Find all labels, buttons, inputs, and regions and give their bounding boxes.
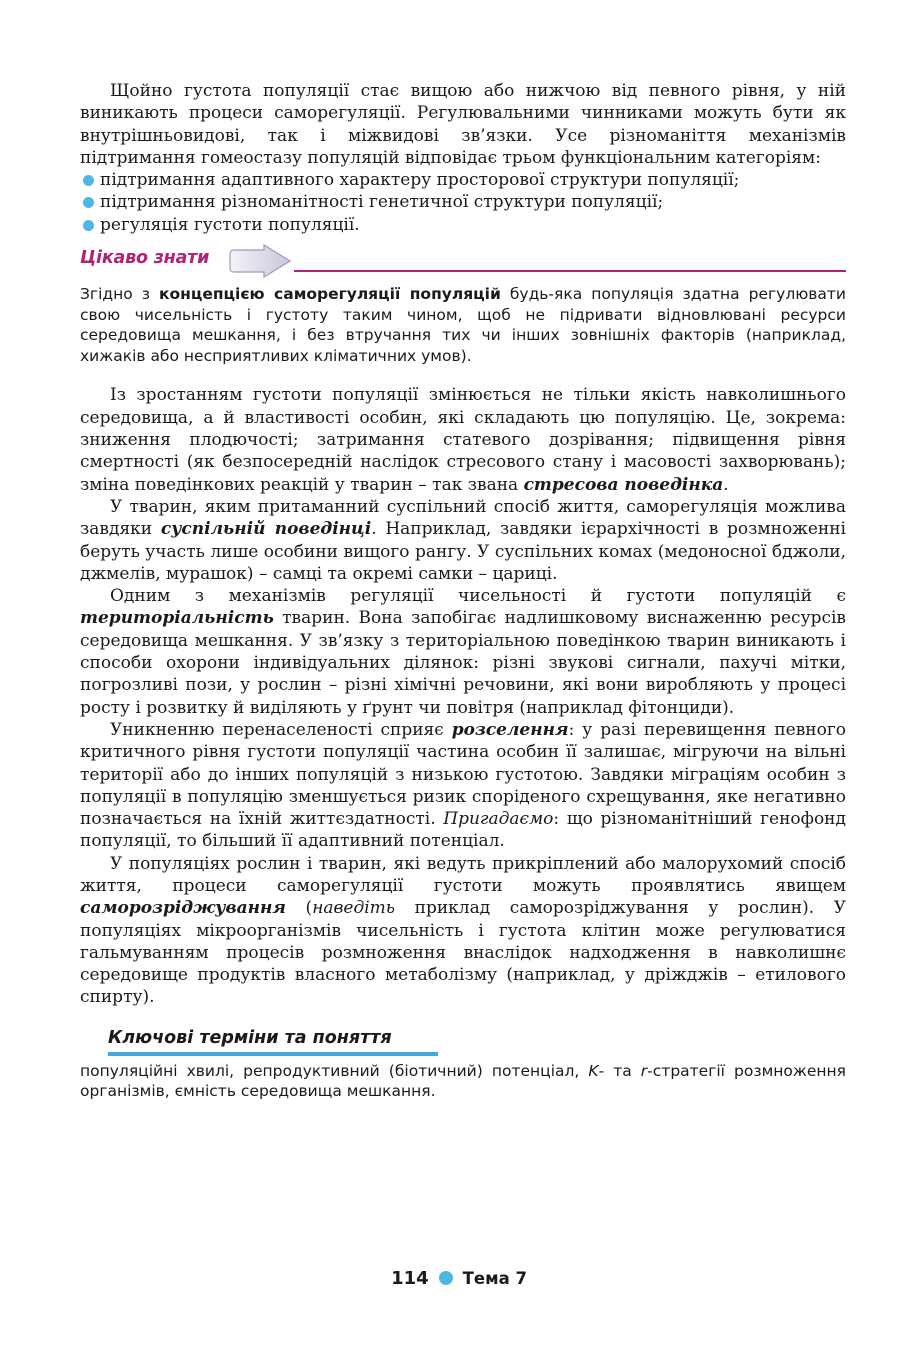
intro-paragraph: Щойно густота популяції стає вищою або нижчою від певного рівня, у ній виникають процеси саморегуляції. Регулювальними чинниками можуть бути як внутрішньовидові, так і міжвидові зв’язки. Усе різноманіття механізмів підтримання гомеостазу популяцій відповідає трьом функціональним категоріям: xyxy=(80,81,846,168)
interesting-facts-header xyxy=(80,248,846,278)
footer-dot-icon xyxy=(439,1271,453,1285)
list-item: підтримання адаптивного характеру просторової структури популяції; xyxy=(80,169,846,191)
list-item: підтримання різноманітності генетичної структури популяції; xyxy=(80,191,846,213)
page-content xyxy=(80,80,846,1102)
task-label: наведіть xyxy=(312,898,396,919)
term-dispersal: розселення xyxy=(451,719,569,740)
key-terms-title: Ключові терміни та поняття xyxy=(108,1027,392,1048)
term-territoriality: територіальність xyxy=(80,608,274,629)
main-text xyxy=(80,384,846,1008)
key-terms-text: популяційні хвилі, репродуктивний (біотичний) потенціал, K- та r-стратегії розмноження організмів, ємність середовища мешкання. xyxy=(80,1061,846,1101)
paragraph-self-thinning: У популяціях рослин і тварин, які ведуть прикріплений або малорухомий спосіб життя, процеси саморегуляції густоти можуть проявлятись явищем саморозріджування (наведіть приклад саморозріджування у рослин). У популяціях мікроорганізмів чисельність і густота клітин може регулюватися гальмуванням процесів розмноження внаслідок надходження в навколишнє середовище продуктів власного метаболізму (наприклад, у дріжджів – етилового спирту). xyxy=(80,853,846,1008)
interesting-facts-title: Цікаво знати xyxy=(80,248,210,269)
arrow-icon xyxy=(226,244,296,278)
remember-label: Пригадаємо xyxy=(443,809,554,830)
page-number: 114 xyxy=(391,1268,429,1289)
key-terms-header xyxy=(80,1025,846,1061)
page-footer xyxy=(0,1268,918,1289)
paragraph-dispersal: Уникненню перенаселеності сприяє розселення: у разі перевищення певного критичного рівня густоти популяції частина особин її залишає, мігруючи на вільні території або до інших популяцій з низькою густотою. Завдяки міграціям особин з популяції в популяцію зменшується ризик споріденого схрещування, яке негативно позначається на їхній життєздатності. Пригадаємо: що різноманітніший генофонд популяції, то більший її адаптивний потенціал. xyxy=(80,719,846,852)
bullet-icon xyxy=(83,197,94,208)
concept-term: концепцією саморегуляції популяцій xyxy=(158,285,501,304)
paragraph-territoriality: Одним з механізмів регуляції чисельності й густоти популяцій є територіальність тварин. Вона запобігає надлишковому виснаженню ресурсів середовища мешкання. У зв’язку з територіальною поведінкою тварин виникають і способи охорони індивідуальних ділянок: різні звукові сигнали, пахучі мітки, погрозливі пози, у рослин – різні хімічні речовини, які вони виробляють у процесі росту і розвитку й виділяють у ґрунт чи повітря (наприклад фітонциди). xyxy=(80,586,846,718)
topic-label: Тема 7 xyxy=(462,1269,527,1288)
functional-categories-list xyxy=(80,169,846,236)
interesting-facts-text: Згідно з концепцією саморегуляції популяцій будь-яка популяція здатна регулювати свою чисельність і густоту таким чином, щоб не підривати відновлювані ресурси середовища мешкання, і без втручання тих чи інших зовнішніх факторів (наприклад, хижаків або несприятливих кліматичних умов). xyxy=(80,285,847,365)
term-stress-behavior: стресова поведінка xyxy=(523,474,724,495)
paragraph-density-effects: Із зростанням густоти популяції змінюється не тільки якість навколишнього середовища, а й властивості особин, які складають цю популяцію. Це, зокрема: зниження плодючості; затримання статевого дозрівання; підвищення рівня смертності (як безпосередній наслідок стресового стану і масовості захворювань); зміна поведінкових реакцій у тварин – так звана стресова поведінка. xyxy=(80,385,846,495)
key-terms-rule xyxy=(108,1052,438,1056)
bullet-icon xyxy=(83,175,94,186)
list-item: регуляція густоти популяції. xyxy=(80,214,846,236)
bullet-icon xyxy=(83,220,94,231)
header-rule xyxy=(294,270,846,272)
term-self-thinning: саморозріджування xyxy=(80,898,286,919)
term-social-behavior: суспільній поведінці xyxy=(160,519,372,540)
paragraph-social-behavior: У тварин, яким притаманний суспільний спосіб життя, саморегуляція можлива завдяки суспільній поведінці. Наприклад, завдяки ієрархічності в розмноженні беруть участь лише особини вищого рангу. У суспільних комах (медоносної бджоли, джмелів, мурашок) – самці та окремі самки – цариці. xyxy=(80,496,846,584)
